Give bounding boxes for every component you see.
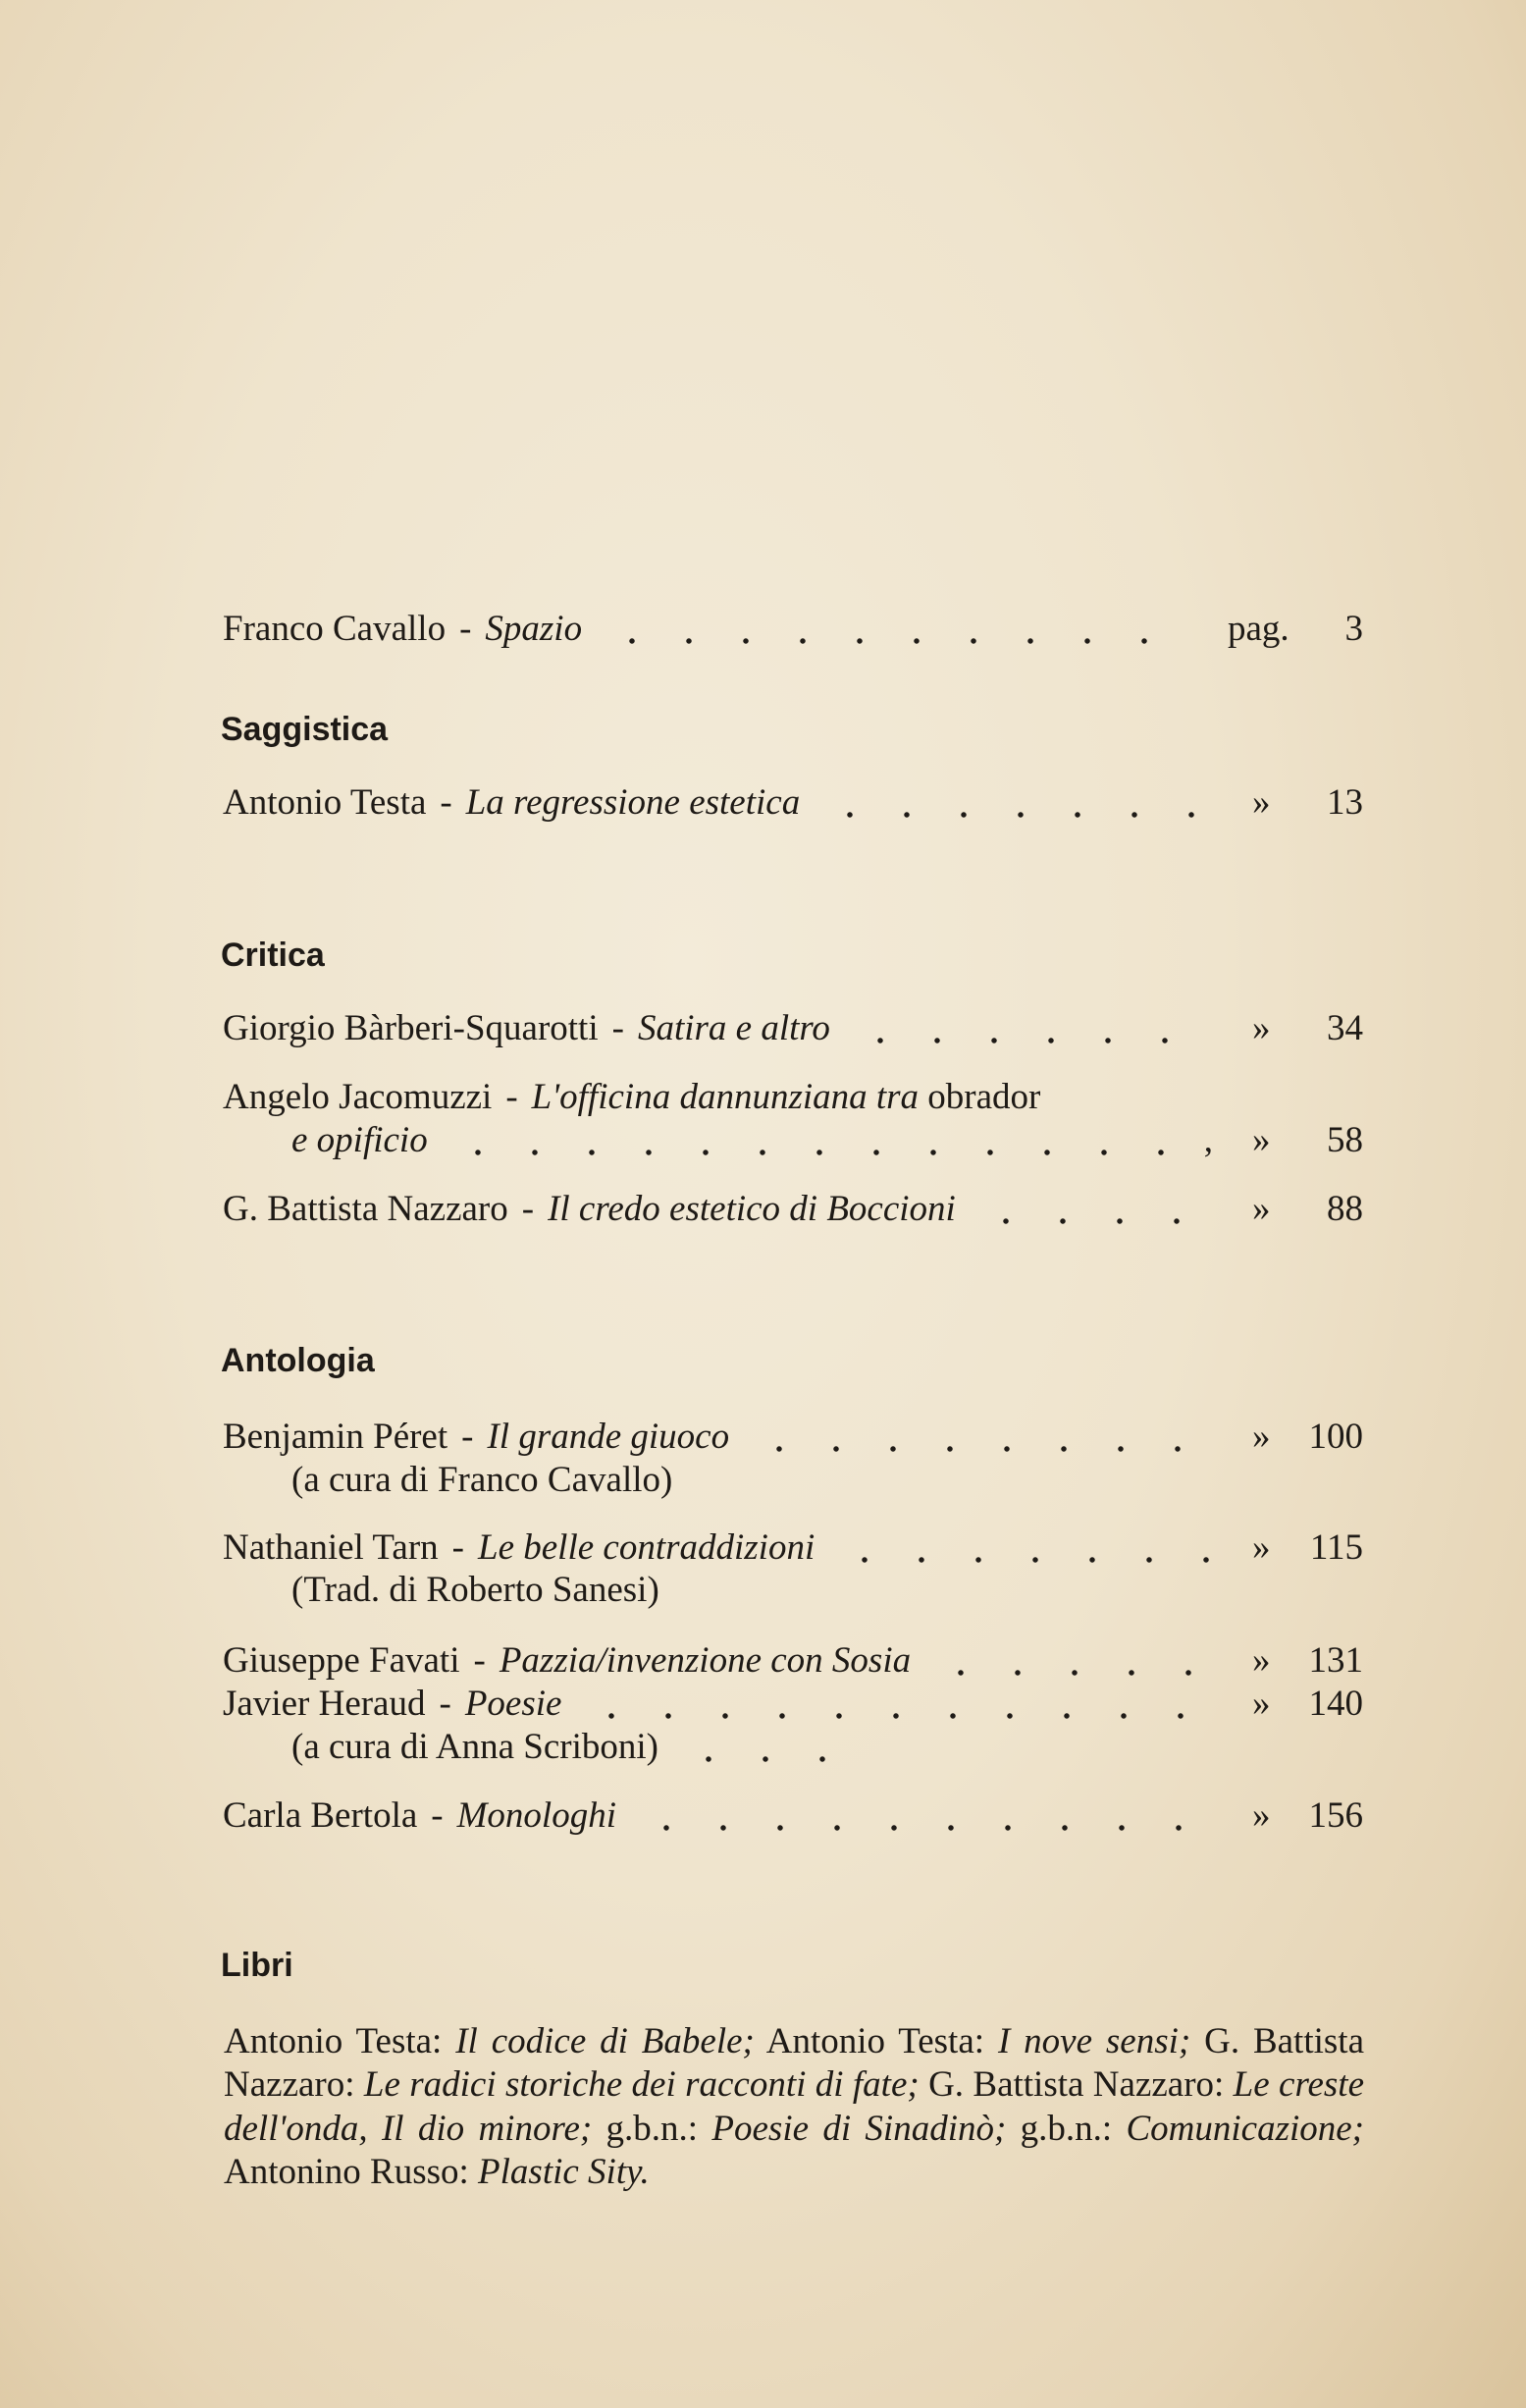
page-number: 100 — [1308, 1417, 1363, 1457]
separator: - — [440, 782, 452, 823]
author: Giuseppe Favati — [223, 1640, 460, 1681]
page-number: 3 — [1344, 609, 1363, 649]
dot-leader — [836, 1525, 1213, 1571]
title-roman: obrador — [927, 1077, 1041, 1117]
dot-leader — [821, 780, 1213, 826]
dot-leader — [449, 1118, 1196, 1163]
section-heading-critica: Critica — [221, 936, 325, 974]
entry-tarn[interactable] — [223, 1525, 1363, 1571]
book-title: Le radici storiche dei racconti di fate; — [363, 2064, 920, 2106]
book-author: G. Battista Nazzaro: — [224, 2021, 1364, 2106]
book-author: G. Battista Nazzaro: — [928, 2064, 1225, 2106]
entry-nazzaro[interactable] — [223, 1187, 1363, 1232]
author: Carla Bertola — [223, 1795, 418, 1836]
author: Antonio Testa — [223, 782, 427, 823]
entry-barberi[interactable] — [223, 1006, 1363, 1051]
separator: - — [521, 1189, 535, 1229]
book-title: Poesie di Sinadinò; — [711, 2108, 1007, 2149]
section-heading-antologia: Antologia — [221, 1342, 375, 1379]
page-number: 131 — [1308, 1640, 1363, 1681]
section-heading-saggistica: Saggistica — [221, 711, 389, 748]
dot-leader — [583, 1682, 1213, 1727]
dot-leader — [638, 1793, 1213, 1839]
title: Il credo estetico di Boccioni — [548, 1189, 956, 1229]
entry-peret[interactable] — [223, 1415, 1363, 1460]
title: Satira e altro — [637, 1008, 830, 1048]
title: Le belle contraddizioni — [478, 1527, 816, 1568]
entry-bertola[interactable] — [223, 1793, 1363, 1839]
dot-leader — [604, 607, 1188, 652]
page-number: 34 — [1327, 1008, 1363, 1048]
author: Benjamin Péret — [223, 1417, 448, 1457]
libri-list — [224, 2020, 1364, 2194]
separator: - — [461, 1417, 474, 1457]
page-number: 88 — [1327, 1189, 1363, 1229]
author: Javier Heraud — [223, 1684, 426, 1724]
raquo: » — [1252, 1417, 1271, 1457]
separator: - — [505, 1077, 518, 1117]
book-author: Antonio Testa: — [224, 2021, 443, 2061]
dot-leader — [977, 1187, 1213, 1232]
separator: - — [473, 1640, 486, 1681]
title: L'officina dannunziana tra — [531, 1077, 920, 1117]
separator: - — [439, 1684, 451, 1724]
entry-heraud[interactable] — [223, 1682, 1363, 1727]
entry-heraud-note — [291, 1725, 1363, 1770]
raquo: » — [1252, 782, 1271, 823]
raquo: » — [1252, 1795, 1271, 1836]
book-author: Antonio Testa: — [765, 2021, 985, 2061]
entry-jacomuzzi-cont[interactable] — [291, 1118, 1363, 1163]
entry-spazio[interactable] — [223, 607, 1363, 652]
title: Il grande giuoco — [487, 1417, 730, 1457]
author: Angelo Jacomuzzi — [223, 1077, 493, 1117]
title: Pazzia/invenzione con Sosia — [499, 1640, 912, 1681]
book-author: g.b.n.: — [605, 2108, 699, 2149]
page-number: 115 — [1309, 1527, 1363, 1568]
book-title: I nove sensi; — [997, 2021, 1191, 2061]
dot-leader — [932, 1638, 1213, 1684]
entry-note: (a cura di Franco Cavallo) — [291, 1460, 673, 1500]
page-number: 58 — [1327, 1120, 1363, 1160]
page-number: 13 — [1327, 782, 1363, 823]
raquo: » — [1252, 1189, 1271, 1229]
title-continued: e opificio — [291, 1120, 428, 1160]
title: Monologhi — [456, 1795, 616, 1836]
leader-end: , — [1203, 1120, 1213, 1160]
raquo: » — [1252, 1684, 1271, 1724]
separator: - — [451, 1527, 464, 1568]
dot-leader — [680, 1725, 857, 1770]
book-author: g.b.n.: — [1020, 2108, 1113, 2149]
entry-note: (a cura di Anna Scriboni) — [291, 1727, 658, 1767]
author: Giorgio Bàrberi-Squarotti — [223, 1008, 599, 1048]
separator: - — [459, 609, 472, 649]
page-number: 156 — [1308, 1795, 1363, 1836]
page-label: pag. — [1228, 609, 1289, 649]
raquo: » — [1252, 1008, 1271, 1048]
book-title: Plastic Sity. — [478, 2151, 650, 2192]
author: Franco Cavallo — [223, 609, 447, 649]
dot-leader — [852, 1006, 1213, 1051]
entry-jacomuzzi[interactable] — [223, 1075, 1363, 1120]
entry-testa[interactable] — [223, 780, 1363, 826]
book-author: Antonino Russo: — [224, 2151, 469, 2192]
book-title: Comunicazione; — [1126, 2108, 1364, 2149]
raquo: » — [1252, 1527, 1271, 1568]
title: Spazio — [485, 609, 583, 649]
separator: - — [611, 1008, 624, 1048]
section-heading-libri: Libri — [221, 1947, 293, 1984]
raquo: » — [1252, 1640, 1271, 1681]
dot-leader — [751, 1415, 1213, 1460]
raquo: » — [1252, 1120, 1271, 1160]
separator: - — [431, 1795, 444, 1836]
title: Poesie — [464, 1684, 562, 1724]
page-number: 140 — [1308, 1684, 1363, 1724]
author: G. Battista Nazzaro — [223, 1189, 508, 1229]
author: Nathaniel Tarn — [223, 1527, 439, 1568]
title: La regressione estetica — [465, 782, 801, 823]
entry-favati[interactable] — [223, 1638, 1363, 1684]
entry-note: (Trad. di Roberto Sanesi) — [291, 1570, 659, 1610]
book-title: Il codice di Babele; — [455, 2021, 755, 2061]
book-title: Le creste dell'onda, Il dio minore; — [224, 2064, 1365, 2149]
